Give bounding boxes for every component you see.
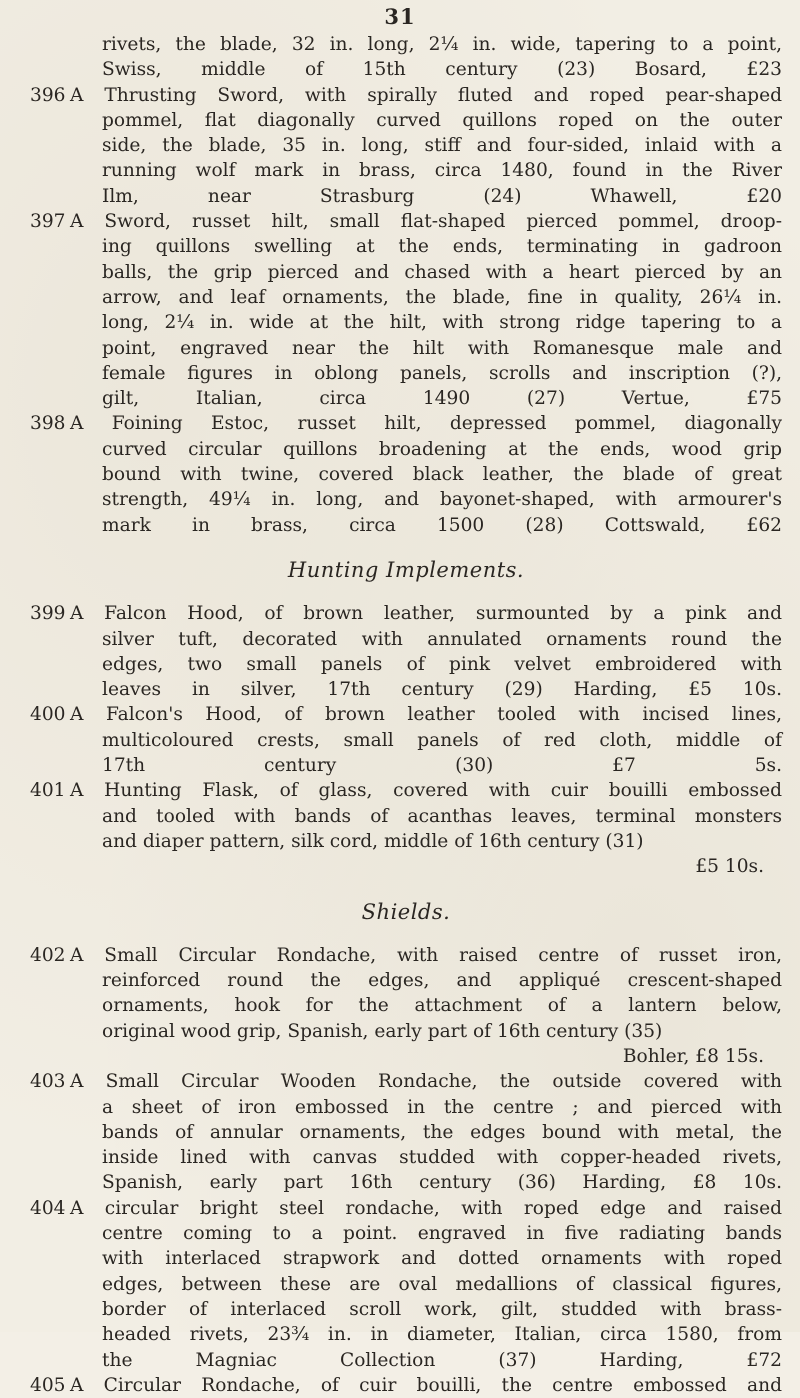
entry-line: the Magniac Collection (37) Harding, £72 (102, 1349, 782, 1371)
entry-line: side, the blade, 35 in. long, stiff and four-sided, inlaid with a (102, 135, 782, 157)
entry-line: reinforced round the edges, and appliqué crescent-shaped (102, 970, 782, 992)
entry-line: Swiss, middle of 15th century (23) Bosard, £23 (102, 59, 782, 81)
entry-line: 17th century (30) £7 5s. (102, 755, 782, 777)
lot-number: 402 (30, 944, 66, 966)
entry-line: ing quillons swelling at the ends, terminating in gadroon (102, 236, 782, 258)
lot-entry-397 (30, 209, 782, 411)
lot-number: 398 (30, 413, 66, 435)
lot-number: 397 (30, 211, 66, 233)
entry-line: pommel, flat diagonally curved quillons roped on the outer (102, 109, 782, 131)
lot-entry-399 (30, 601, 782, 702)
lot-entry-405 (30, 1373, 782, 1398)
section-heading-hunting: Hunting Implements. (287, 557, 525, 582)
lot-entry-403 (30, 1069, 782, 1195)
entry-line: centre coming to a point. engraved in five radiating bands (102, 1223, 782, 1245)
entry-line: gilt, Italian, circa 1490 (27) Vertue, £75 (102, 388, 782, 410)
lot-number: 399 (30, 603, 66, 625)
lot-number: 404 (30, 1197, 66, 1219)
lot-entry-400 (30, 702, 782, 778)
entry-line: Ilm, near Strasburg (24) Whawell, £20 (102, 185, 782, 207)
entry-line: bands of annular ornaments, the edges bound with metal, the (102, 1121, 782, 1143)
entry-line: border of interlaced scroll work, gilt, studded with brass- (102, 1298, 782, 1320)
lot-entry-398 (30, 411, 782, 537)
entry-line: A Thrusting Sword, with spirally fluted and roped pear-shaped (70, 84, 782, 106)
entry-line: edges, two small panels of pink velvet embroidered with (102, 653, 782, 675)
lot-entry-404 (30, 1196, 782, 1373)
entry-line: mark in brass, circa 1500 (28) Cottswald, £62 (102, 514, 782, 536)
section-heading-shields: Shields. (361, 899, 451, 924)
entry-line: and diaper pattern, silk cord, middle of 16th century (31) (102, 830, 644, 852)
entry-continuation (30, 32, 782, 83)
entry-line: multicoloured crests, small panels of red cloth, middle of (102, 729, 782, 751)
entry-line: inside lined with canvas studded with copper-headed rivets, (102, 1147, 782, 1169)
entry-line: A Small Circular Rondache, with raised centre of russet iron, (70, 944, 782, 966)
entry-line: A Falcon's Hood, of brown leather tooled with incised lines, (70, 704, 782, 726)
lot-entry-396 (30, 83, 782, 209)
entry-price: Bohler, £8 15s. (622, 1045, 764, 1067)
lot-number: 401 (30, 780, 66, 802)
entry-line: silver tuft, decorated with annulated ornaments round the (102, 628, 782, 650)
lot-number: 396 (30, 84, 66, 106)
entry-line: Spanish, early part 16th century (36) Harding, £8 10s. (102, 1172, 782, 1194)
entry-line: rivets, the blade, 32 in. long, 2¼ in. wide, tapering to a point, (102, 34, 782, 55)
entry-line: leaves in silver, 17th century (29) Harding, £5 10s. (102, 679, 782, 701)
lot-number: 400 (30, 704, 66, 726)
entry-line: running wolf mark in brass, circa 1480, found in the River (102, 160, 782, 182)
entry-line: edges, between these are oval medallions of classical figures, (102, 1273, 782, 1295)
entry-line: A Small Circular Wooden Rondache, the outside covered with (70, 1071, 782, 1093)
entry-line: with interlaced strapwork and dotted ornaments with roped (102, 1248, 782, 1270)
entry-line: and tooled with bands of acanthas leaves, terminal monsters (102, 805, 782, 827)
entry-line: balls, the grip pierced and chased with a heart pierced by an (102, 261, 782, 283)
page-content (30, 32, 782, 1398)
lot-entry-402 (30, 943, 782, 1069)
entry-line: strength, 49¼ in. long, and bayonet-shaped, with armourer's (102, 489, 782, 511)
entry-line: long, 2¼ in. wide at the hilt, with strong ridge tapering to a (102, 312, 782, 334)
entry-line: A circular bright steel rondache, with roped edge and raised (70, 1197, 782, 1219)
lot-number: 403 (30, 1071, 66, 1093)
entry-line: arrow, and leaf ornaments, the blade, fine in quality, 26¼ in. (102, 286, 782, 308)
entry-line: original wood grip, Spanish, early part of 16th century (35) (102, 1020, 663, 1042)
lot-number: 405 (30, 1374, 66, 1396)
entry-line: female figures in oblong panels, scrolls and inscription (?), (102, 362, 782, 384)
lot-entry-401 (30, 778, 782, 879)
entry-line: point, engraved near the hilt with Romanesque male and (102, 337, 782, 359)
entry-line: A Sword, russet hilt, small flat-shaped pierced pommel, droop- (70, 211, 782, 233)
entry-line: a sheet of iron embossed in the centre ; and pierced with (102, 1096, 782, 1118)
page-number: 31 (384, 4, 416, 29)
entry-line: bound with twine, covered black leather, the blade of great (102, 464, 782, 486)
entry-line: ornaments, hook for the attachment of a lantern below, (102, 995, 782, 1017)
entry-price: £5 10s. (695, 856, 764, 878)
entry-line: headed rivets, 23¾ in. in diameter, Italian, circa 1580, from (102, 1324, 782, 1346)
entry-line: A Falcon Hood, of brown leather, surmounted by a pink and (70, 603, 782, 625)
entry-line: A Circular Rondache, of cuir bouilli, the centre embossed and (70, 1374, 782, 1396)
entry-line: A Foining Estoc, russet hilt, depressed pommel, diagonally (70, 413, 782, 435)
entry-line: A Hunting Flask, of glass, covered with cuir bouilli embossed (70, 780, 782, 802)
entry-line: curved circular quillons broadening at the ends, wood grip (102, 438, 782, 460)
